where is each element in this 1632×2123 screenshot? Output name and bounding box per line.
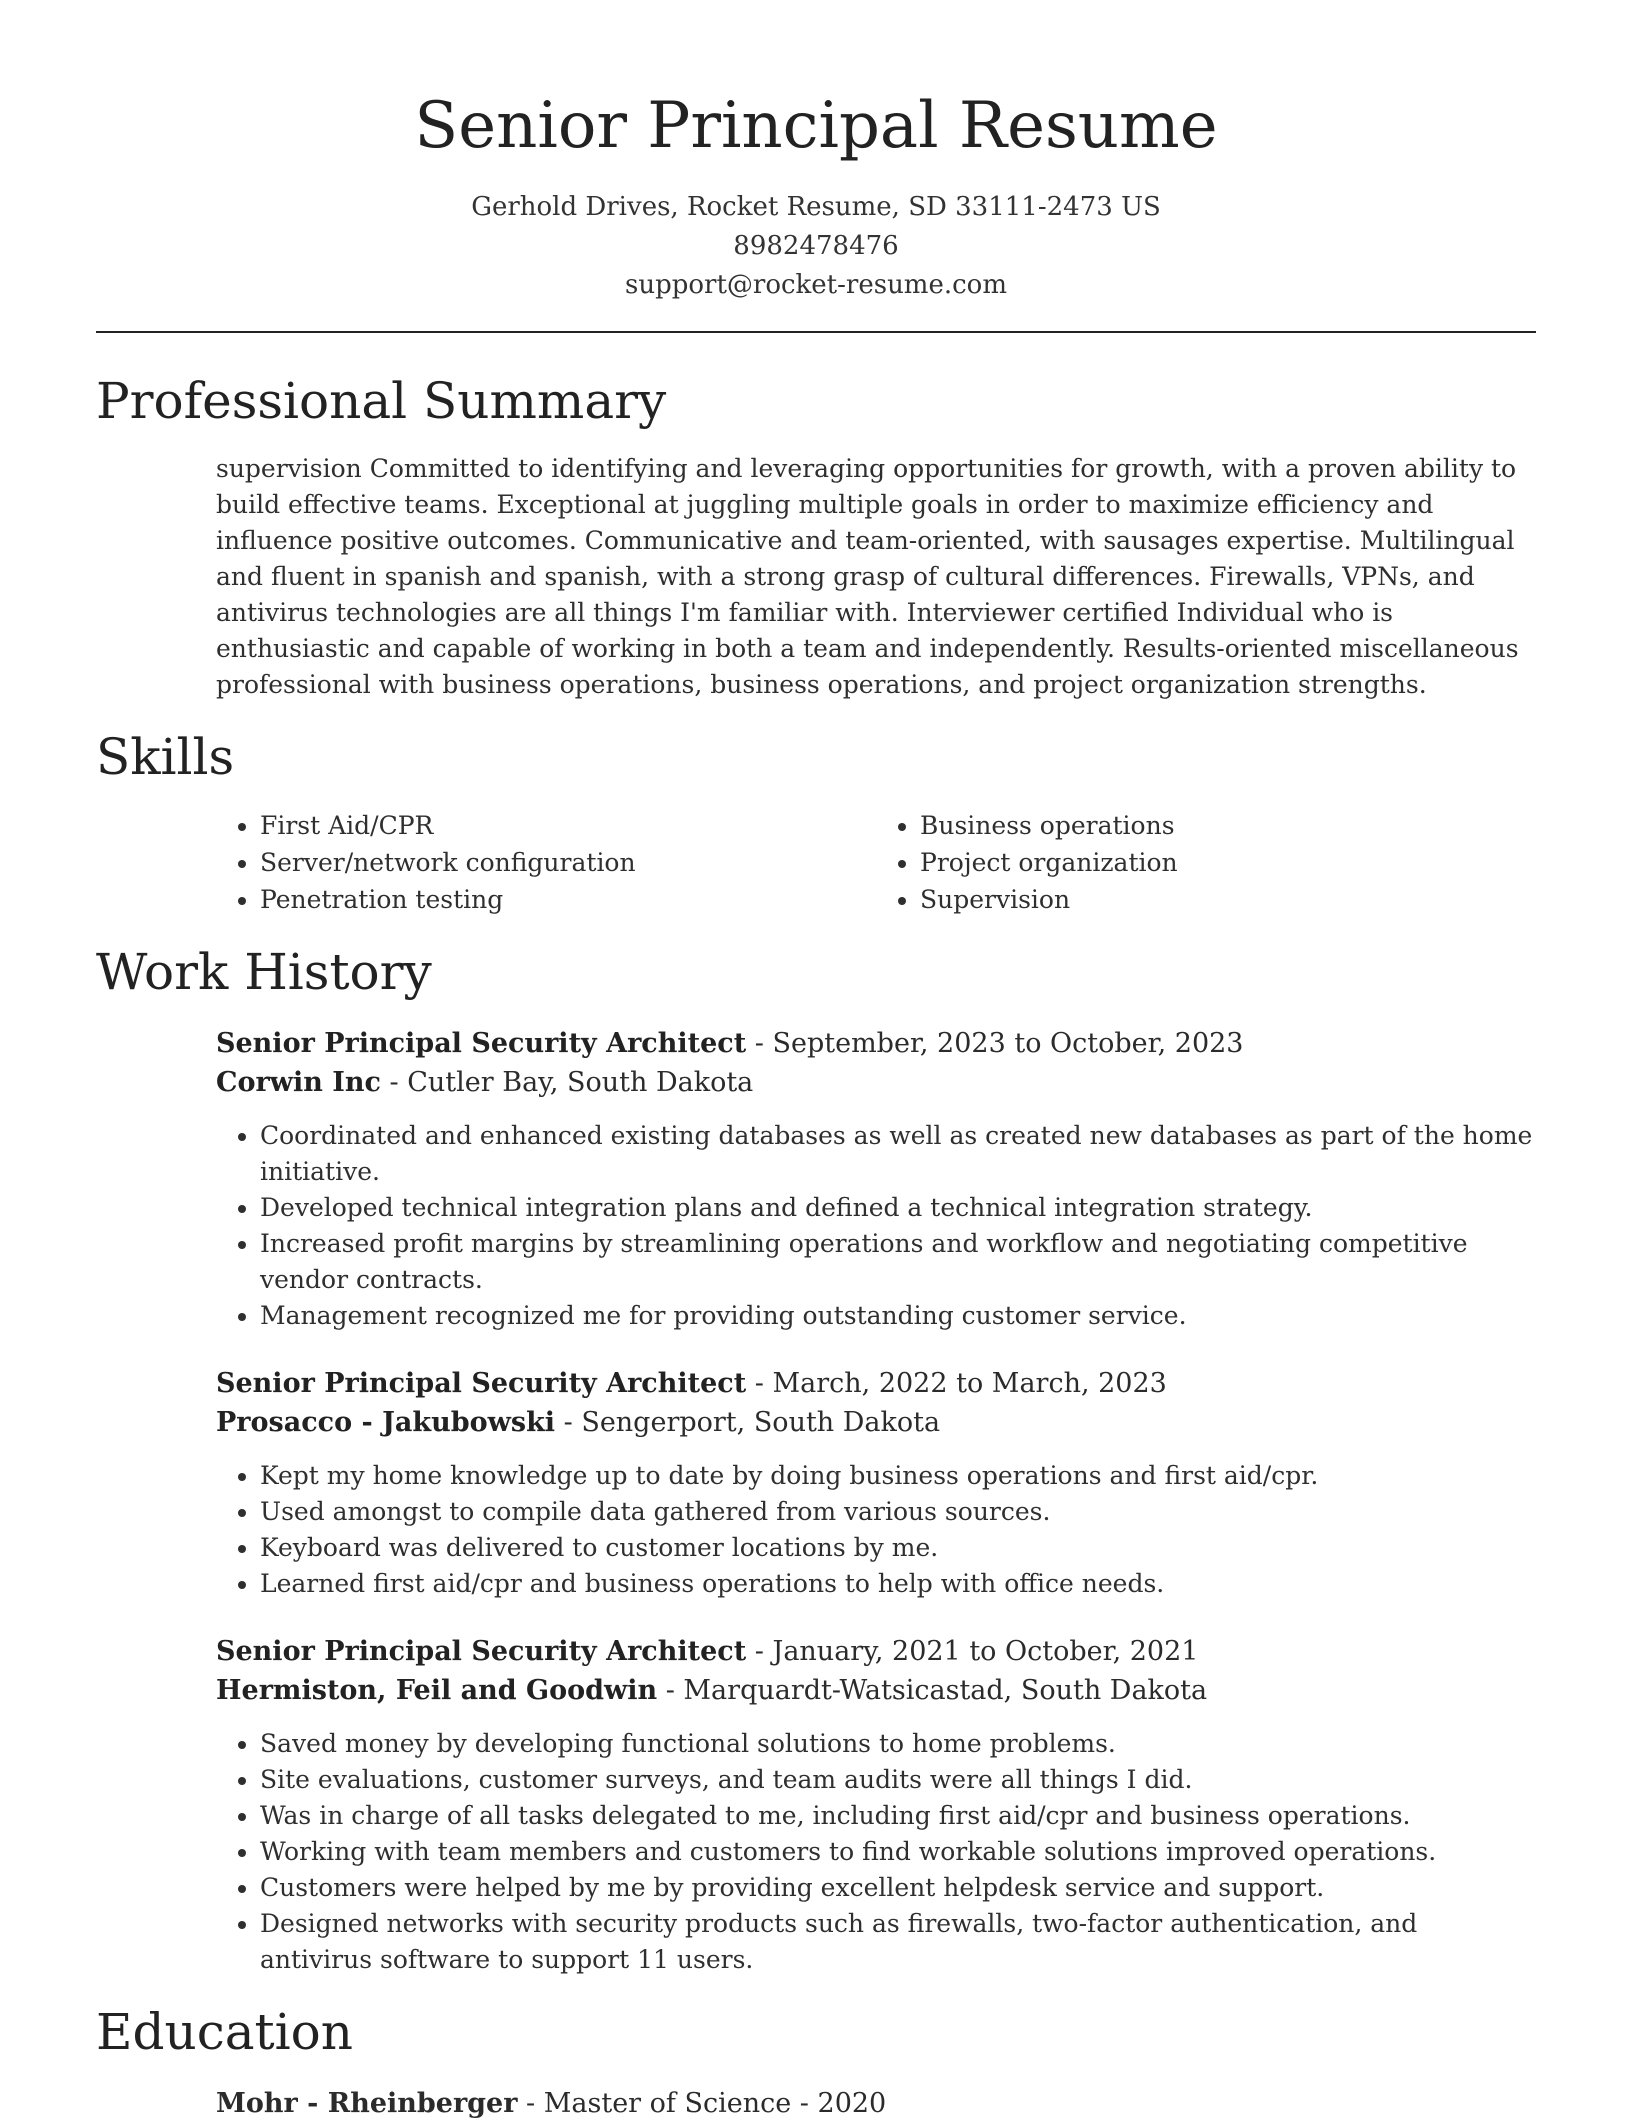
- skills-column-right: [876, 807, 1536, 918]
- skills-column-left: [216, 807, 876, 918]
- job-bullet: • Site evaluations, customer surveys, and team audits were all things I did.: [260, 1762, 1536, 1798]
- job-title-line: [216, 1632, 1536, 1671]
- contact-address: Gerhold Drives, Rocket Resume, SD 33111-2473 US: [471, 192, 1161, 222]
- education-school: Mohr - Rheinberger: [216, 2088, 518, 2119]
- job-dates: - September, 2023 to October, 2023: [746, 1028, 1244, 1059]
- job-bullet: • Was in charge of all tasks delegated to me, including first aid/cpr and business operations.: [260, 1798, 1536, 1834]
- skill-item: • Server/network configuration: [260, 844, 876, 881]
- job-company-line: [216, 1063, 1536, 1102]
- job-bullets: [216, 1458, 1536, 1602]
- skills-heading: Skills: [96, 728, 235, 786]
- job-bullet: • Used amongst to compile data gathered from various sources.: [260, 1494, 1536, 1530]
- skills-grid: [216, 807, 1536, 918]
- education-entry: [216, 2084, 1536, 2123]
- job-company: Hermiston, Feil and Goodwin: [216, 1675, 658, 1706]
- job-company-line: [216, 1403, 1536, 1442]
- skill-item: • Project organization: [920, 844, 1536, 881]
- contact-block: [96, 188, 1536, 305]
- job-title: Senior Principal Security Architect: [216, 1368, 747, 1399]
- job-company: Prosacco - Jakubowski: [216, 1407, 556, 1438]
- contact-email: support@rocket-resume.com: [624, 270, 1007, 300]
- job-title: Senior Principal Security Architect: [216, 1028, 747, 1059]
- skill-item: • Business operations: [920, 807, 1536, 844]
- job-company-line: [216, 1671, 1536, 1710]
- skill-item: • First Aid/CPR: [260, 807, 876, 844]
- summary-text: supervision Committed to identifying and leveraging opportunities for growth, with a proven ability to build effective teams. Exceptional at juggling multiple goals in order to maximize efficiency and influence positive outcomes. Communicative and team-oriented, with sausages expertise. Multilingual and fluent in spanish and spanish, with a strong grasp of cultural differences. Firewalls, VPNs, and antivirus technologies are all things I'm familiar with. Interviewer certified Individual who is enthusiastic and capable of working in both a team and independently. Results-oriented miscellaneous professional with business operations, business operations, and project organization strengths.: [216, 454, 1519, 699]
- job-entry: [216, 1632, 1536, 1978]
- job-bullet: • Developed technical integration plans and defined a technical integration strategy.: [260, 1190, 1536, 1226]
- job-dates: - January, 2021 to October, 2021: [746, 1636, 1199, 1667]
- job-bullet: • Coordinated and enhanced existing databases as well as created new databases as part of the home initiative.: [260, 1118, 1536, 1190]
- job-bullet: • Working with team members and customers to find workable solutions improved operations.: [260, 1834, 1536, 1870]
- work-section: [96, 942, 1536, 1978]
- job-title: Senior Principal Security Architect: [216, 1636, 747, 1667]
- job-dates: - March, 2022 to March, 2023: [746, 1368, 1167, 1399]
- summary-heading: Professional Summary: [96, 372, 667, 430]
- education-section: [96, 2002, 1536, 2123]
- job-bullet: • Customers were helped by me by providing excellent helpdesk service and support.: [260, 1870, 1536, 1906]
- contact-phone: 8982478476: [733, 231, 899, 261]
- skills-section: [96, 727, 1536, 918]
- summary-section: [96, 371, 1536, 703]
- job-location: - Cutler Bay, South Dakota: [380, 1067, 754, 1098]
- job-location: - Marquardt-Watsicastad, South Dakota: [657, 1675, 1208, 1706]
- job-entry: [216, 1024, 1536, 1334]
- job-bullet: • Keyboard was delivered to customer locations by me.: [260, 1530, 1536, 1566]
- skill-item: • Supervision: [920, 881, 1536, 918]
- job-bullets: [216, 1726, 1536, 1978]
- job-title-line: [216, 1024, 1536, 1063]
- job-bullet: • Management recognized me for providing outstanding customer service.: [260, 1298, 1536, 1334]
- job-bullet: • Learned first aid/cpr and business operations to help with office needs.: [260, 1566, 1536, 1602]
- job-bullet: • Designed networks with security products such as firewalls, two-factor authentication, and antivirus software to support 11 users.: [260, 1906, 1536, 1978]
- job-entry: [216, 1364, 1536, 1602]
- job-title-line: [216, 1364, 1536, 1403]
- education-heading: Education: [96, 2003, 353, 2061]
- work-heading: Work History: [96, 943, 432, 1001]
- job-location: - Sengerport, South Dakota: [555, 1407, 941, 1438]
- job-bullet: • Kept my home knowledge up to date by doing business operations and first aid/cpr.: [260, 1458, 1536, 1494]
- job-bullets: [216, 1118, 1536, 1334]
- header-divider: [96, 331, 1536, 333]
- resume-title: Senior Principal Resume: [414, 89, 1218, 163]
- job-company: Corwin Inc: [216, 1067, 381, 1098]
- education-degree: - Master of Science - 2020: [517, 2088, 887, 2119]
- skill-item: • Penetration testing: [260, 881, 876, 918]
- job-bullet: • Saved money by developing functional solutions to home problems.: [260, 1726, 1536, 1762]
- job-bullet: • Increased profit margins by streamlining operations and workflow and negotiating competitive vendor contracts.: [260, 1226, 1536, 1298]
